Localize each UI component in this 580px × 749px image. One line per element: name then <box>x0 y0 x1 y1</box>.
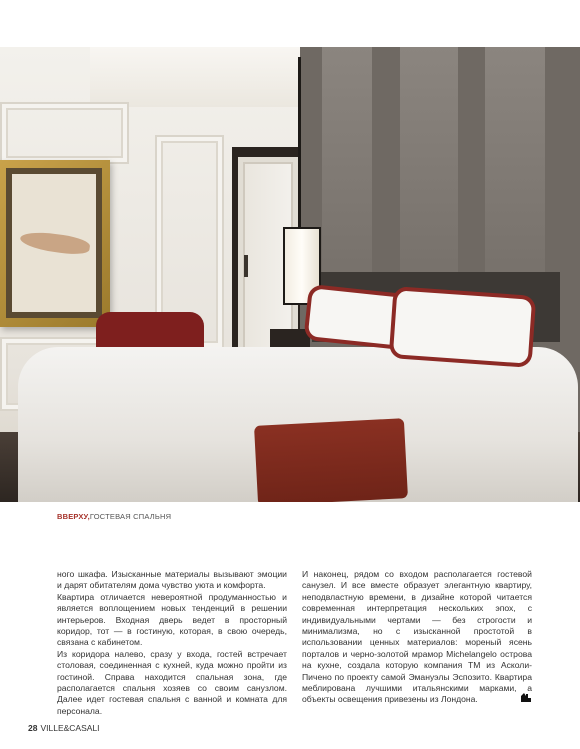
photo-caption <box>57 512 171 521</box>
pillow <box>308 288 405 345</box>
magazine-name: VILLE&CASALI <box>40 723 100 733</box>
article-column-left <box>57 569 287 717</box>
fabric-panel <box>400 47 458 277</box>
framed-artwork <box>0 160 110 327</box>
article-column-right <box>302 569 532 706</box>
folded-throw <box>254 418 408 502</box>
fabric-panel <box>485 47 545 277</box>
paragraph: Квартира отличается невероятной продуманностью и является воплощением новых тенденций в решении интерьеров. Входная дверь ведет в просторный коридор, тот — в гостиную, которая, в свою очередь, связана с кабинетом. <box>57 591 287 648</box>
wall-panel <box>0 102 129 164</box>
caption-text: ГОСТЕВАЯ СПАЛЬНЯ <box>89 512 172 521</box>
ceiling <box>90 47 320 107</box>
page-footer <box>28 723 100 733</box>
paragraph: ного шкафа. Изысканные материалы вызывают эмоции и дарят обитателям дома чувство уюта и комфорта. <box>57 569 287 591</box>
fabric-panel <box>322 47 372 277</box>
door-handle <box>244 255 248 277</box>
reclining-figure-icon <box>19 229 91 257</box>
page-number: 28 <box>28 723 38 733</box>
paragraph: Из коридора налево, сразу у входа, гостей встречает столовая, соединенная с кухней, куда можно пройти из гостиной. Справа находится спальная зона, где располагается спальня хозяев со своим санузлом. Далее идет гостевая спальня с ванной и комната для персонала. <box>57 648 287 716</box>
paragraph: И наконец, рядом со входом располагается гостевой санузел. И все вместе образует элегантную квартиру, неподвластную времени, в дизайне которой читается современная интерпретация нескольких эпох, с индивидуальными чертами — без строгости и минимализма, но с изысканной простотой в использовании ценных материалов: мореный ясень порталов и черно-золотой мрамор Michelangelo острова на кухне, создала которую компания ТМ из Асколи-Пичено по проекту самой Эмануэлы Эспозито. Квартира меблирована лучшими итальянскими марками, а объекты освещения привезены из Лондона. <box>302 569 532 705</box>
pillow <box>393 290 532 363</box>
guest-bedroom-photo <box>0 47 580 502</box>
lamp-cord <box>298 57 301 227</box>
end-of-article-icon <box>520 692 532 703</box>
caption-key: ВВЕРХУ, <box>57 512 90 521</box>
